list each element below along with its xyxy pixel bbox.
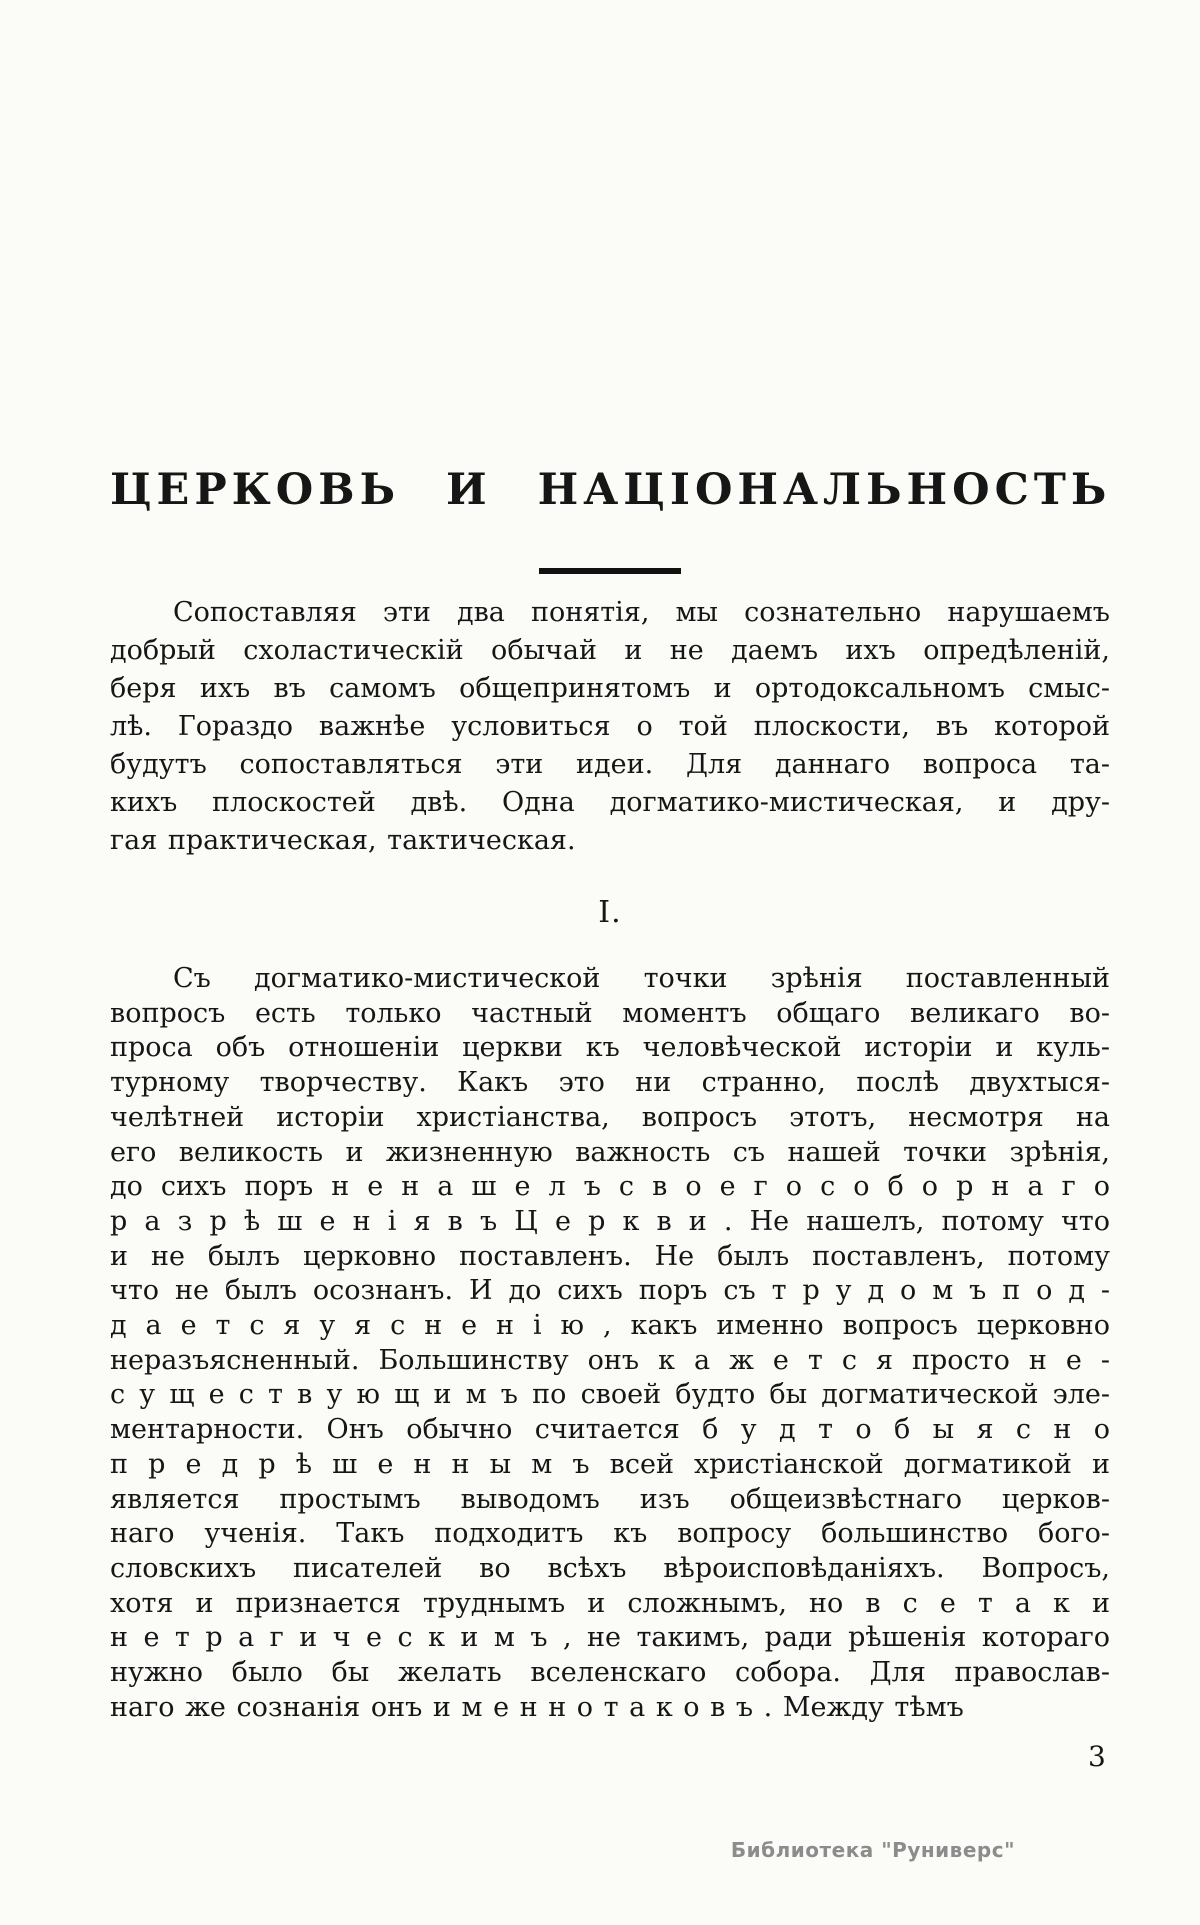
text-line: н е т р а г и ч е с к и м ъ , не такимъ, ради рѣшенія котораго xyxy=(110,1622,1110,1654)
text-line: будутъ сопоставляться эти идеи. Для даннаго вопроса та- xyxy=(110,749,1110,780)
section-one-paragraph xyxy=(110,962,1110,1725)
text-line: Сопоставляя эти два понятія, мы сознательно нарушаемъ xyxy=(173,597,1110,628)
text-line: беря ихъ въ самомъ общепринятомъ и ортодоксальномъ смыс- xyxy=(110,673,1110,704)
text-line: вопросъ есть только частный моментъ общаго великаго во- xyxy=(110,997,1110,1029)
text-line: с у щ е с т в у ю щ и м ъ по своей будто бы догматической эле- xyxy=(110,1379,1110,1411)
text-line: р а з р ѣ ш е н і я в ъ Ц е р к в и . Не нашелъ, потому что xyxy=(110,1205,1110,1237)
intro-paragraph xyxy=(110,594,1110,860)
text-line: Съ догматико-мистической точки зрѣнія поставленный xyxy=(173,963,1110,994)
library-watermark: Библиотека "Руниверс" xyxy=(730,1838,1015,1862)
text-line: до сихъ поръ н е н а ш е л ъ с в о е г о с о б о р н а г о xyxy=(110,1171,1110,1203)
text-line: кихъ плоскостей двѣ. Одна догматико-мистическая, и дру- xyxy=(110,787,1110,818)
title-divider xyxy=(539,568,681,574)
text-line: ментарности. Онъ обычно считается б у д т о б ы я с н о xyxy=(110,1414,1110,1446)
page-number: 3 xyxy=(1088,1740,1106,1773)
text-line: турному творчеству. Какъ это ни странно, послѣ двухтыся- xyxy=(110,1067,1110,1099)
page-title: ЦЕРКОВЬ И НАЦІОНАЛЬНОСТЬ xyxy=(110,465,1112,515)
text-line: добрый схоластическій обычай и не даемъ ихъ опредѣленій, xyxy=(110,635,1110,666)
text-line: неразъясненный. Большинству онъ к а ж е т с я просто н е - xyxy=(110,1344,1110,1376)
text-line: п р е д р ѣ ш е н н ы м ъ всей христіанской догматикой и xyxy=(110,1448,1110,1480)
text-line: д а е т с я у я с н е н і ю , какъ именно вопросъ церковно xyxy=(110,1310,1110,1342)
text-line: его великость и жизненную важность съ нашей точки зрѣнія, xyxy=(110,1136,1110,1168)
text-line: и не былъ церковно поставленъ. Не былъ поставленъ, потому xyxy=(110,1240,1110,1272)
text-line: является простымъ выводомъ изъ общеизвѣстнаго церков- xyxy=(110,1483,1110,1515)
page-content xyxy=(110,462,1110,1725)
text-line: лѣ. Гораздо важнѣе условиться о той плоскости, въ которой xyxy=(110,711,1110,742)
text-line: наго же сознанія онъ и м е н н о т а к о в ъ . Между тѣмъ xyxy=(110,1691,964,1723)
section-heading xyxy=(110,896,1110,930)
text-line: проса объ отношеніи церкви къ человѣческой исторіи и куль- xyxy=(110,1032,1110,1064)
text-line: хотя и признается труднымъ и сложнымъ, но в с е т а к и xyxy=(110,1587,1110,1619)
text-line: наго ученія. Такъ подходитъ къ вопросу большинство бого- xyxy=(110,1518,1110,1550)
text-line: словскихъ писателей во всѣхъ вѣроисповѣданіяхъ. Вопросъ, xyxy=(110,1552,1110,1584)
text-line: нужно было бы желать вселенскаго собора. Для православ- xyxy=(110,1657,1110,1689)
text-line: что не былъ осознанъ. И до сихъ поръ съ т р у д о м ъ п о д - xyxy=(110,1275,1110,1307)
text-line: челѣтней исторіи христіанства, вопросъ этотъ, несмотря на xyxy=(110,1101,1110,1133)
section-heading-label: I. xyxy=(598,895,622,930)
text-line: гая практическая, тактическая. xyxy=(110,825,576,856)
